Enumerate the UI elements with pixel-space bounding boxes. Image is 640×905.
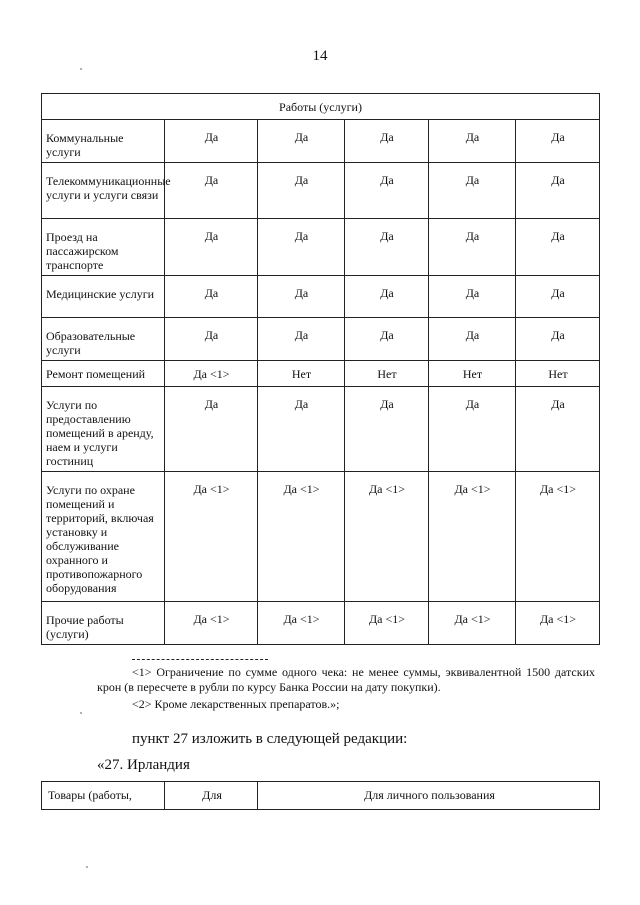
- table-row: [42, 276, 600, 318]
- row-value-cell: Да: [516, 276, 600, 318]
- row-label: Услуги по предоставлению помещений в аренду, наем и услуги гостиниц: [42, 387, 165, 472]
- row-value-cell: Да <1>: [165, 602, 258, 645]
- row-value-cell: Да <1>: [258, 602, 345, 645]
- row-value-cell: Да: [165, 387, 258, 472]
- row-value-cell: Да: [258, 163, 345, 219]
- row-value-cell: Да: [165, 120, 258, 163]
- section-heading-ireland: «27. Ирландия: [97, 757, 190, 773]
- table-row: [42, 219, 600, 276]
- scan-speck: [86, 866, 88, 868]
- row-value-cell: Да: [258, 276, 345, 318]
- footnote-1: <1> Ограничение по сумме одного чека: не менее суммы, эквивалентной 1500 датских крон (в пересчете в рубли по курсу Банка России на дату покупки).: [97, 665, 595, 694]
- ireland-table-header-row: [42, 782, 600, 810]
- row-label: Ремонт помещений: [42, 361, 165, 387]
- row-value-cell: Да: [516, 163, 600, 219]
- row-value-cell: Нет: [429, 361, 516, 387]
- row-value-cell: Да: [345, 318, 429, 361]
- instruction-paragraph: пункт 27 изложить в следующей редакции:: [132, 731, 408, 747]
- row-value-cell: Да: [165, 318, 258, 361]
- row-value-cell: Да: [429, 276, 516, 318]
- ireland-header-goods: Товары (работы,: [42, 782, 165, 810]
- page-number: 14: [312, 48, 328, 64]
- ireland-table: [41, 781, 600, 810]
- row-value-cell: Да <1>: [429, 472, 516, 602]
- row-value-cell: Да: [258, 387, 345, 472]
- table-row: [42, 318, 600, 361]
- table-row: [42, 602, 600, 645]
- scan-speck: [80, 712, 82, 714]
- footnote-separator: [132, 659, 268, 660]
- row-value-cell: Да <1>: [165, 361, 258, 387]
- row-value-cell: Нет: [516, 361, 600, 387]
- row-label: Коммунальные услуги: [42, 120, 165, 163]
- row-value-cell: Да: [345, 387, 429, 472]
- row-value-cell: Да: [345, 120, 429, 163]
- row-value-cell: Да <1>: [516, 472, 600, 602]
- table-row: [42, 163, 600, 219]
- row-value-cell: Да: [516, 387, 600, 472]
- row-value-cell: Да: [516, 318, 600, 361]
- row-label: Проезд на пассажирском транспорте: [42, 219, 165, 276]
- table-row: [42, 472, 600, 602]
- row-value-cell: Нет: [345, 361, 429, 387]
- row-value-cell: Нет: [258, 361, 345, 387]
- row-label: Прочие работы (услуги): [42, 602, 165, 645]
- row-value-cell: Да: [429, 219, 516, 276]
- row-value-cell: Да: [429, 318, 516, 361]
- table-row: [42, 120, 600, 163]
- row-value-cell: Да <1>: [516, 602, 600, 645]
- table-row: [42, 387, 600, 472]
- row-label: Телекоммуникационные услуги и услуги связи: [42, 163, 165, 219]
- row-label: Медицинские услуги: [42, 276, 165, 318]
- row-value-cell: Да: [165, 163, 258, 219]
- row-value-cell: Да: [258, 318, 345, 361]
- scan-speck: [80, 68, 82, 70]
- row-value-cell: Да: [258, 219, 345, 276]
- table-section-header-row: [42, 94, 600, 120]
- row-value-cell: Да: [429, 163, 516, 219]
- row-value-cell: Да <1>: [345, 602, 429, 645]
- row-value-cell: Да: [516, 120, 600, 163]
- row-value-cell: Да <1>: [165, 472, 258, 602]
- footnote-2: <2> Кроме лекарственных препаратов.»;: [132, 697, 340, 711]
- row-value-cell: Да: [258, 120, 345, 163]
- works-services-table: [41, 93, 600, 645]
- row-value-cell: Да <1>: [345, 472, 429, 602]
- table-row: [42, 361, 600, 387]
- ireland-header-for: Для: [165, 782, 258, 810]
- row-value-cell: Да <1>: [258, 472, 345, 602]
- row-value-cell: Да: [345, 163, 429, 219]
- row-label: Образовательные услуги: [42, 318, 165, 361]
- ireland-header-personal-use: Для личного пользования: [258, 782, 600, 810]
- row-value-cell: Да: [429, 120, 516, 163]
- row-value-cell: Да: [165, 219, 258, 276]
- row-value-cell: Да: [516, 219, 600, 276]
- row-value-cell: Да: [429, 387, 516, 472]
- row-value-cell: Да: [165, 276, 258, 318]
- row-value-cell: Да <1>: [429, 602, 516, 645]
- row-label: Услуги по охране помещений и территорий, включая установку и обслуживание охранного и противопожарного оборудования: [42, 472, 165, 602]
- row-value-cell: Да: [345, 276, 429, 318]
- section-header-works-services: Работы (услуги): [42, 94, 600, 120]
- table-body: [42, 94, 600, 645]
- row-value-cell: Да: [345, 219, 429, 276]
